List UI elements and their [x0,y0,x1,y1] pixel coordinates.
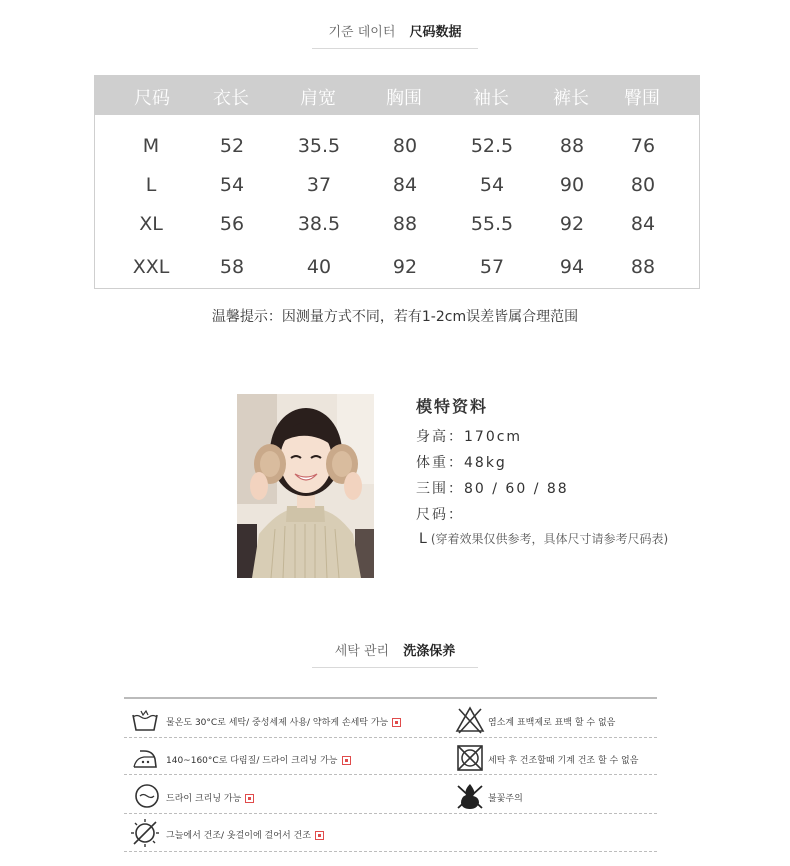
header-chest: 胸围 [386,88,422,109]
care-row-divider [124,774,657,775]
iron-icon [130,743,160,773]
care-heading-zh: 洗涤保养 [403,644,456,659]
red-check-mark [392,718,401,727]
model-size-note: (穿着效果仅供参考，具体尺寸请参考尺码表) [430,532,669,546]
table-cell: 80 [630,174,656,196]
header-hip: 臀围 [624,88,660,109]
table-cell: 58 [219,256,245,278]
care-no-bleach-text: 염소계 표백제로 표백 할 수 없음 [488,718,616,728]
model-size-label: 尺码： [416,507,464,523]
model-height: 身高：170cm [416,429,523,445]
model-photo [237,394,374,578]
table-cell: 80 [392,135,418,157]
care-fire-text: 불꽃주의 [488,794,523,804]
care-item-text [166,791,254,804]
table-cell: 52 [219,135,245,157]
care-item-text [166,715,401,728]
shade-dry-icon [130,818,160,848]
red-check-mark [342,756,351,765]
model-size-value: L [419,531,427,547]
table-cell: 88 [630,256,656,278]
table-cell: L [145,174,157,196]
wash-tub-icon [130,705,160,735]
model-info-title: 模特资料 [416,397,489,416]
header-sleeve: 袖长 [473,88,509,109]
care-item-text [166,753,351,766]
table-cell: 35.5 [297,135,341,157]
table-cell: XXL [132,256,170,278]
header-shoulder: 肩宽 [300,88,336,109]
care-iron-text: 140~160°C로 다림질/ 드라이 크리닝 가능 [166,756,338,766]
table-cell: 88 [559,135,585,157]
care-no-tumble-text: 세탁 후 건조할때 기계 건조 할 수 없음 [488,756,639,766]
table-cell: XL [139,213,163,235]
table-cell: M [142,135,160,157]
red-check-mark [245,794,254,803]
table-cell: 94 [559,256,585,278]
table-cell: 52.5 [470,135,514,157]
measurement-tip: 温馨提示：因测量方式不同，若有1-2cm误差皆属合理范围 [211,309,579,325]
table-cell: 90 [559,174,585,196]
table-cell: 37 [306,174,332,196]
care-section-heading [0,640,790,659]
no-tumble-dry-icon [455,743,485,773]
care-row-divider [124,737,657,738]
header-size: 尺码 [134,88,170,109]
table-cell: 88 [392,213,418,235]
table-cell: 56 [219,213,245,235]
care-heading-underline [312,667,478,668]
table-cell: 54 [219,174,245,196]
table-cell: 84 [392,174,418,196]
care-row-divider [124,813,657,814]
table-cell: 38.5 [297,213,341,235]
table-cell: 92 [392,256,418,278]
care-table-top-border [124,697,657,699]
model-weight: 体重：48kg [416,455,507,471]
model-size-note-line [419,530,668,547]
care-shade-dry-text: 그늘에서 건조/ 옷걸이에 걸어서 건조 [166,831,311,841]
header-length: 衣长 [213,88,249,109]
table-cell: 92 [559,213,585,235]
dry-clean-icon [132,781,162,811]
header-pants: 裤长 [553,88,589,109]
no-bleach-icon [455,705,485,735]
size-heading-underline [312,48,478,49]
table-cell: 84 [630,213,656,235]
care-heading-ko: 세탁 관리 [334,644,390,659]
size-section-heading [0,21,790,40]
fire-caution-icon [455,781,485,811]
model-measurements: 三围：80 / 60 / 88 [416,481,569,497]
table-cell: 57 [479,256,505,278]
model-illustration [237,394,374,578]
care-row-divider [124,851,657,852]
size-heading-ko: 기준 데이터 [328,25,396,40]
red-check-mark [315,831,324,840]
size-heading-zh: 尺码数据 [409,25,462,40]
care-dry-clean-text: 드라이 크리닝 가능 [166,794,242,804]
table-cell: 54 [479,174,505,196]
table-cell: 40 [306,256,332,278]
table-cell: 76 [630,135,656,157]
table-cell: 55.5 [470,213,514,235]
care-wash-text: 물온도 30°C로 세탁/ 중성세제 사용/ 약하게 손세탁 가능 [166,718,389,728]
care-item-text [166,828,324,841]
size-table [94,75,700,289]
size-table-header [94,75,700,115]
